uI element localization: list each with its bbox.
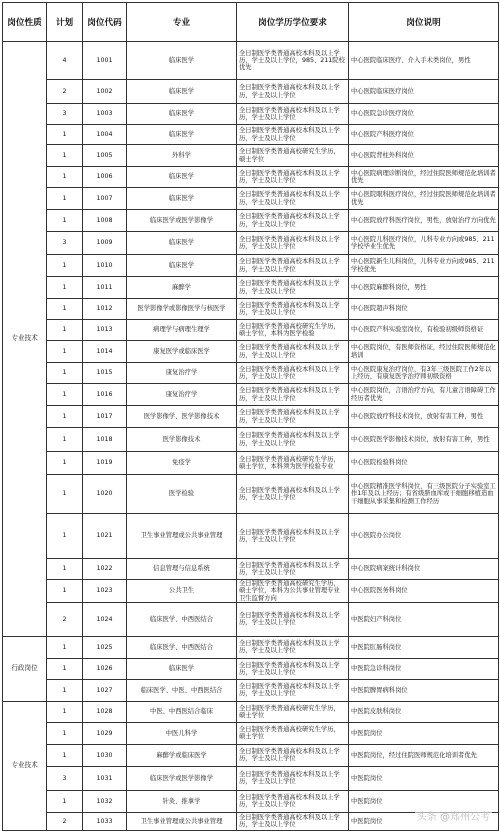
- description-cell: 中医院皮肤科岗位: [349, 701, 499, 722]
- description-cell: 中心医院临床医疗、介入手术类岗位，男性: [349, 42, 499, 80]
- plan-cell: 1: [47, 341, 83, 363]
- plan-cell: 1: [47, 452, 83, 475]
- major-cell: 临床医学: [127, 125, 237, 145]
- table-row: [3, 42, 499, 80]
- table-row: [3, 701, 499, 722]
- watermark: 头条 @郑州公考: [415, 808, 492, 823]
- requirement-cell: 全日制医学类普通高校本科及以上学历，学士及以上学位: [237, 80, 349, 104]
- requirement-cell: 全日制医学类普通高校本科及以上学历，学士及以上学位: [237, 812, 349, 830]
- code-cell: 1019: [83, 452, 127, 475]
- description-cell: 中心医院病案统计科岗位: [349, 559, 499, 580]
- header-description: 岗位说明: [349, 3, 499, 42]
- requirement-cell: 全日制医学类普通高校研究生学历，硕士学位，本科为医学检验: [237, 320, 349, 341]
- table-row: [3, 514, 499, 559]
- major-cell: 临床医学、中西医结合: [127, 636, 237, 658]
- code-cell: 1023: [83, 580, 127, 603]
- major-cell: 医学影像技术: [127, 428, 237, 452]
- requirement-cell: 全日制医学类普通高校本科及以上学历，学士及以上学位: [237, 744, 349, 766]
- plan-cell: 3: [47, 232, 83, 255]
- code-cell: 1001: [83, 42, 127, 80]
- description-cell: 中心医院麻醉科岗位，男性: [349, 277, 499, 299]
- table-row: [3, 384, 499, 406]
- table-row: [3, 428, 499, 452]
- requirement-cell: 全日制医学类普通高校本科及以上学历，学士及以上学位: [237, 766, 349, 790]
- table-row: [3, 145, 499, 167]
- requirement-cell: 全日制医学类普通高校研究生学历，硕士学位: [237, 145, 349, 167]
- category-cell: 专业技术: [3, 701, 47, 830]
- major-cell: 针灸、推拿学: [127, 790, 237, 812]
- description-cell: 中心医院医学影像技术岗位，放射有害工种，男性: [349, 428, 499, 452]
- plan-cell: 1: [47, 679, 83, 701]
- header-requirement: 岗位学历学位要求: [237, 3, 349, 42]
- requirement-cell: 全日制医学类普通高校本科及以上学历，学士及以上学位: [237, 658, 349, 679]
- major-cell: 麻醉学或临床医学: [127, 744, 237, 766]
- description-cell: 中心医院康复治疗岗位，有3年三级医院工作2年以上经历，有康复医学治疗师初级资格: [349, 363, 499, 384]
- table-row: [3, 80, 499, 104]
- plan-cell: 1: [47, 580, 83, 603]
- table-row: [3, 406, 499, 428]
- table-row: [3, 104, 499, 125]
- major-cell: 医学检验: [127, 475, 237, 514]
- description-cell: 中心医院精准医学科岗位，有三级医院分子实验室工作1年及以上经历；有省级脐血库或干细胞移植造血干细胞从事采集和检测工作经历: [349, 475, 499, 514]
- requirement-cell: 全日制医学类普通高校研究生学历，硕士学位: [237, 722, 349, 744]
- requirement-cell: 全日制医学类普通高校本科及以上学历，学士及以上学位: [237, 167, 349, 188]
- code-cell: 1022: [83, 559, 127, 580]
- requirement-cell: 全日制医学类普通高校本科及以上学历，学士及以上学位: [237, 210, 349, 232]
- requirement-cell: 全日制医学类普通高校本科及以上学历，学士及以上学位，985、211院校优先: [237, 42, 349, 80]
- major-cell: 医学影像学、医学影像技术: [127, 406, 237, 428]
- requirement-cell: 全日制医学类普通高校本科及以上学历，学士及以上学位: [237, 188, 349, 210]
- table-row: [3, 766, 499, 790]
- plan-cell: 1: [47, 744, 83, 766]
- requirement-cell: 全日制医学类普通高校本科及以上学历，学士及以上学位: [237, 475, 349, 514]
- code-cell: 1030: [83, 744, 127, 766]
- code-cell: 1033: [83, 812, 127, 830]
- table-row: [3, 125, 499, 145]
- code-cell: 1003: [83, 104, 127, 125]
- table-row: [3, 636, 499, 658]
- description-cell: 中医院脾胃病科岗位: [349, 679, 499, 701]
- plan-cell: 1: [47, 145, 83, 167]
- code-cell: 1017: [83, 406, 127, 428]
- plan-cell: 1: [47, 255, 83, 277]
- requirement-cell: 全日制医学类普通高校本科及以上学历，学士及以上学位: [237, 514, 349, 559]
- plan-cell: 1: [47, 636, 83, 658]
- requirement-cell: 全日制医学类普通高校本科及以上学历，学士及以上学位: [237, 341, 349, 363]
- table-row: [3, 580, 499, 603]
- major-cell: 信息管理与信息系统: [127, 559, 237, 580]
- table-row: [3, 341, 499, 363]
- table-row: [3, 299, 499, 320]
- major-cell: 免疫学: [127, 452, 237, 475]
- major-cell: 临床医学: [127, 104, 237, 125]
- requirement-cell: 全日制医学类普通高校本科及以上学历，学士及以上学位: [237, 406, 349, 428]
- code-cell: 1014: [83, 341, 127, 363]
- requirement-cell: 全日制医学类普通高校本科及以上学历，学士及以上学位: [237, 255, 349, 277]
- requirement-cell: 全日制医学类普通高校研究生学历，硕士学位，本科为公共事业管理专业卫生监督方向: [237, 580, 349, 603]
- description-cell: 中医院急诊科岗位: [349, 658, 499, 679]
- description-cell: 中心医院放疗科技术岗位，放射有害工种，男性: [349, 406, 499, 428]
- major-cell: 临床医学: [127, 232, 237, 255]
- requirement-cell: 全日制医学类普通高校本科及以上学历，学士及以上学位: [237, 559, 349, 580]
- plan-cell: 2: [47, 602, 83, 636]
- major-cell: 临床医学: [127, 255, 237, 277]
- plan-cell: 1: [47, 658, 83, 679]
- requirement-cell: 全日制医学类普通高校本科及以上学历，学士及以上学位: [237, 679, 349, 701]
- major-cell: 临床医学或医学影像学: [127, 210, 237, 232]
- major-cell: 卫生事业管理或公共事业管理: [127, 812, 237, 830]
- code-cell: 1012: [83, 299, 127, 320]
- plan-cell: 1: [47, 363, 83, 384]
- major-cell: 临床医学: [127, 188, 237, 210]
- recruitment-table-sheet: [2, 2, 498, 831]
- plan-cell: 1: [47, 428, 83, 452]
- table-body: [3, 42, 499, 831]
- description-cell: 中心医院临床医疗岗位: [349, 80, 499, 104]
- description-cell: 中心医院急诊医疗岗位: [349, 104, 499, 125]
- code-cell: 1024: [83, 602, 127, 636]
- description-cell: 中心医院新生儿科岗位，儿科专业方向或985、211学校优先: [349, 255, 499, 277]
- plan-cell: 1: [47, 701, 83, 722]
- header-category: 岗位性质: [3, 3, 47, 42]
- major-cell: 临床医学: [127, 42, 237, 80]
- description-cell: 中医院岗位: [349, 722, 499, 744]
- description-cell: 中心医院医务科岗位: [349, 580, 499, 603]
- plan-cell: 2: [47, 80, 83, 104]
- major-cell: 中医儿科学: [127, 722, 237, 744]
- requirement-cell: 全日制医学类普通高校本科及以上学历，学士及以上学位: [237, 299, 349, 320]
- table-row: [3, 232, 499, 255]
- plan-cell: 1: [47, 722, 83, 744]
- table-row: [3, 602, 499, 636]
- description-cell: 中医院肛肠科岗位: [349, 636, 499, 658]
- description-cell: 中医院岗位: [349, 812, 499, 830]
- requirement-cell: 全日制医学类普通高校本科及以上学历，学士及以上学位: [237, 125, 349, 145]
- header-major: 专业: [127, 3, 237, 42]
- code-cell: 1025: [83, 636, 127, 658]
- plan-cell: 1: [47, 125, 83, 145]
- table-row: [3, 255, 499, 277]
- table-row: [3, 475, 499, 514]
- description-cell: 中医院妇产科岗位: [349, 602, 499, 636]
- plan-cell: 1: [47, 320, 83, 341]
- requirement-cell: 全日制医学类普通高校研究生学历，硕士学位: [237, 701, 349, 722]
- plan-cell: 1: [47, 188, 83, 210]
- major-cell: 临床医学或医学影像学: [127, 766, 237, 790]
- code-cell: 1010: [83, 255, 127, 277]
- plan-cell: 4: [47, 42, 83, 80]
- code-cell: 1005: [83, 145, 127, 167]
- table-row: [3, 188, 499, 210]
- table-row: [3, 320, 499, 341]
- table-header-row: [3, 3, 499, 42]
- description-cell: 中心医院检验科岗位: [349, 452, 499, 475]
- description-cell: 中心医院岗位，言语治疗方向，有儿童言语障碍工作经历者优先: [349, 384, 499, 406]
- requirement-cell: 全日制医学类普通高校本科及以上学历，学士及以上学位: [237, 428, 349, 452]
- code-cell: 1027: [83, 679, 127, 701]
- table-row: [3, 167, 499, 188]
- code-cell: 1002: [83, 80, 127, 104]
- major-cell: 卫生事业管理或公共事业管理: [127, 514, 237, 559]
- table-row: [3, 744, 499, 766]
- requirement-cell: 全日制医学类普通高校本科及以上学历，学士及以上学位: [237, 363, 349, 384]
- plan-cell: 1: [47, 475, 83, 514]
- plan-cell: 3: [47, 766, 83, 790]
- category-cell: 行政岗位: [3, 636, 47, 701]
- table-row: [3, 679, 499, 701]
- code-cell: 1028: [83, 701, 127, 722]
- plan-cell: 1: [47, 790, 83, 812]
- plan-cell: 1: [47, 277, 83, 299]
- code-cell: 1026: [83, 658, 127, 679]
- plan-cell: 1: [47, 167, 83, 188]
- major-cell: 康复治疗学: [127, 363, 237, 384]
- description-cell: 中心医院产科实验室岗位，有检验初级师资格证: [349, 320, 499, 341]
- major-cell: 临床医学: [127, 658, 237, 679]
- code-cell: 1013: [83, 320, 127, 341]
- code-cell: 1029: [83, 722, 127, 744]
- description-cell: 中医院岗位: [349, 766, 499, 790]
- major-cell: 病理学与病理生理学: [127, 320, 237, 341]
- description-cell: 中心医院办公岗位: [349, 514, 499, 559]
- table-row: [3, 452, 499, 475]
- requirement-cell: 全日制医学类普通高校本科及以上学历，学士及以上学位: [237, 636, 349, 658]
- code-cell: 1015: [83, 363, 127, 384]
- requirement-cell: 全日制医学类普通高校本科及以上学历，学士及以上学位: [237, 277, 349, 299]
- header-plan: 计划: [47, 3, 83, 42]
- code-cell: 1016: [83, 384, 127, 406]
- code-cell: 1011: [83, 277, 127, 299]
- requirement-cell: 全日制医学类普通高校研究生学历，硕士学位，本科须为医学检验专业: [237, 452, 349, 475]
- code-cell: 1006: [83, 167, 127, 188]
- header-code: 岗位代码: [83, 3, 127, 42]
- table-row: [3, 559, 499, 580]
- table-row: [3, 277, 499, 299]
- code-cell: 1008: [83, 210, 127, 232]
- code-cell: 1009: [83, 232, 127, 255]
- description-cell: 中心医院产科医疗岗位: [349, 125, 499, 145]
- plan-cell: 3: [47, 104, 83, 125]
- major-cell: 中医、中西医结合临床: [127, 701, 237, 722]
- requirement-cell: 全日制医学类普通高校本科及以上学历，学士及以上学位: [237, 104, 349, 125]
- description-cell: 中心医院放疗科医疗岗位，男性，放射治疗方向优先: [349, 210, 499, 232]
- major-cell: 临床医学、中医、中西医结合: [127, 679, 237, 701]
- table-row: [3, 658, 499, 679]
- plan-cell: 1: [47, 406, 83, 428]
- major-cell: 外科学: [127, 145, 237, 167]
- major-cell: 公共卫生: [127, 580, 237, 603]
- requirement-cell: 全日制医学类普通高校本科及以上学历，学士及以上学位: [237, 384, 349, 406]
- table-row: [3, 722, 499, 744]
- code-cell: 1020: [83, 475, 127, 514]
- description-cell: 中医院岗位，经过住院医师规范化培训者优先: [349, 744, 499, 766]
- description-cell: 中心医院超声科岗位: [349, 299, 499, 320]
- code-cell: 1007: [83, 188, 127, 210]
- requirement-cell: 全日制医学类普通高校本科及以上学历，学士及以上学位: [237, 232, 349, 255]
- description-cell: 中心医院眼科医疗岗位，经过住院医师规范化培训者优先: [349, 188, 499, 210]
- table-row: [3, 210, 499, 232]
- plan-cell: 1: [47, 210, 83, 232]
- description-cell: 中医院岗位: [349, 790, 499, 812]
- major-cell: 康复医学或临床医学: [127, 341, 237, 363]
- major-cell: 麻醉学: [127, 277, 237, 299]
- major-cell: 医学影像学或影像医学与核医学: [127, 299, 237, 320]
- major-cell: 康复治疗学: [127, 384, 237, 406]
- code-cell: 1032: [83, 790, 127, 812]
- code-cell: 1021: [83, 514, 127, 559]
- major-cell: 临床医学、中西医结合: [127, 602, 237, 636]
- requirement-cell: 全日制医学类普通高校本科及以上学历，学士及以上学位: [237, 602, 349, 636]
- plan-cell: 1: [47, 514, 83, 559]
- plan-cell: 1: [47, 559, 83, 580]
- code-cell: 1004: [83, 125, 127, 145]
- code-cell: 1018: [83, 428, 127, 452]
- plan-cell: 2: [47, 812, 83, 830]
- table-row: [3, 363, 499, 384]
- description-cell: 中心医院病理诊断岗位，经过住院医师规范化培训者优先: [349, 167, 499, 188]
- major-cell: 临床医学: [127, 167, 237, 188]
- plan-cell: 1: [47, 384, 83, 406]
- recruitment-table: [2, 2, 499, 831]
- description-cell: 中心医院岗位，有医师资格证，经过住院医师规范化培训: [349, 341, 499, 363]
- description-cell: 中心医院儿科医疗岗位，儿科专业方向或985、211学校毕业生优先: [349, 232, 499, 255]
- requirement-cell: 全日制医学类普通高校本科及以上学历，学士及以上学位: [237, 790, 349, 812]
- code-cell: 1031: [83, 766, 127, 790]
- major-cell: 临床医学: [127, 80, 237, 104]
- category-cell: 专业技术: [3, 42, 47, 637]
- description-cell: 中心医院背柱外科岗位: [349, 145, 499, 167]
- plan-cell: 1: [47, 299, 83, 320]
